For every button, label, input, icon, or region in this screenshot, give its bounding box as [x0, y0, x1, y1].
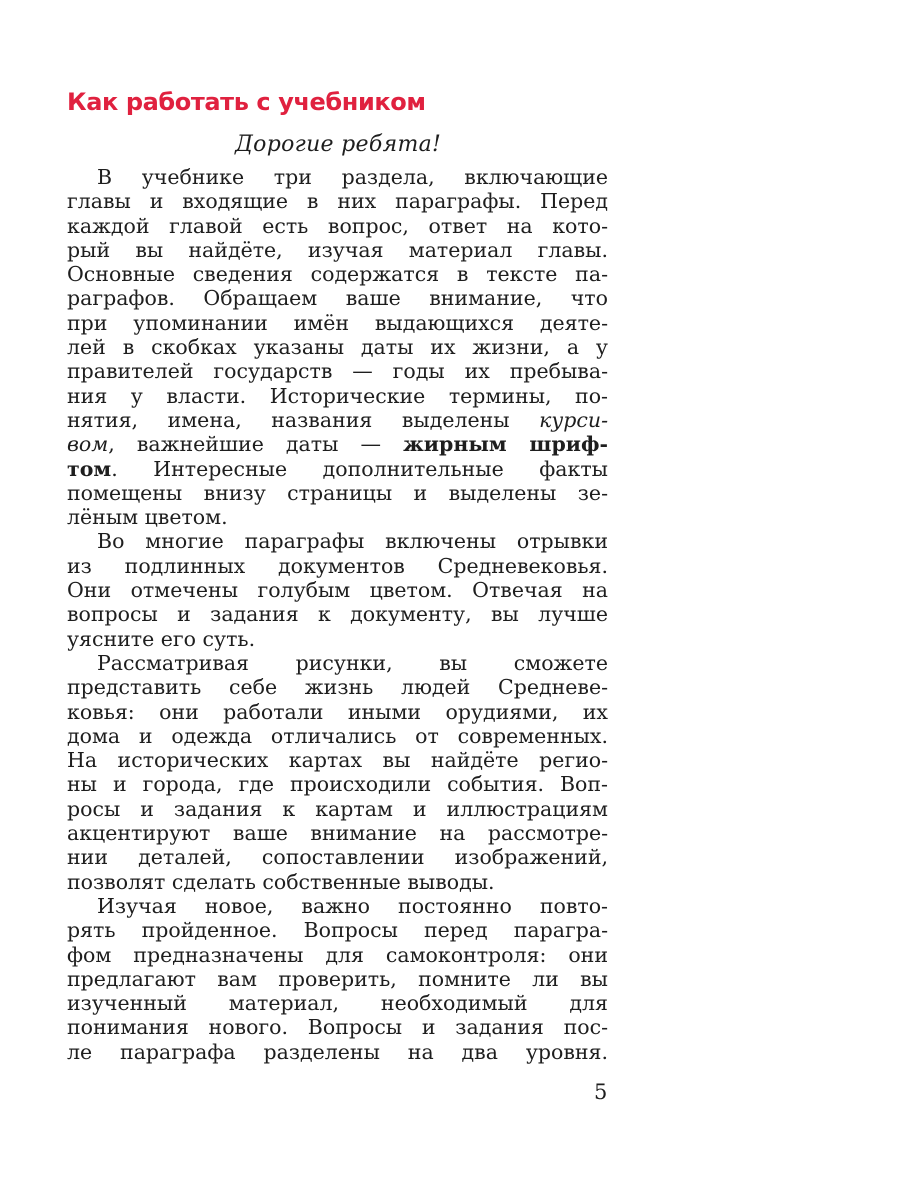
text-line	[67, 359, 608, 383]
paragraph	[67, 529, 608, 650]
text-run: лей в скобках указаны даты их жизни, а у	[67, 335, 608, 360]
text-line	[67, 845, 608, 869]
text-line	[67, 1040, 608, 1064]
text-run: ны и города, где происходили события. Воп-	[67, 772, 608, 797]
text-run: ле параграфа разделены на два уровня.	[67, 1039, 608, 1064]
text-line	[67, 432, 608, 456]
text-run: Основные сведения содержатся в тексте па-	[67, 262, 608, 287]
text-run: правителей государств — годы их пребыва-	[67, 359, 608, 384]
text-run: лёным цветом.	[67, 505, 228, 530]
text-line	[67, 991, 608, 1015]
text-line	[67, 457, 608, 481]
text-run: позволят сделать собственные выводы.	[67, 869, 495, 894]
text-run: главы и входящие в них параграфы. Перед	[67, 189, 608, 214]
text-line	[67, 286, 608, 310]
text-run: каждой главой есть вопрос, ответ на кото-	[67, 213, 608, 238]
text-run: рый вы найдёте, изучая материал главы.	[67, 237, 608, 262]
paragraph	[67, 894, 608, 1064]
paragraph	[67, 651, 608, 894]
text-run: . Интересные дополнительные факты	[111, 456, 608, 481]
text-run: На исторических картах вы найдёте регио-	[67, 748, 608, 773]
text-run: предлагают вам проверить, помните ли вы	[67, 966, 608, 991]
text-line	[67, 894, 608, 918]
text-line	[67, 578, 608, 602]
text-line	[67, 214, 608, 238]
text-run: рять пройденное. Вопросы перед парагра-	[67, 918, 608, 943]
text-run: дома и одежда отличались от современных.	[67, 723, 608, 748]
italic-text: курси-	[539, 407, 608, 432]
page-number: 5	[594, 1080, 608, 1104]
text-run: , важнейшие даты —	[108, 432, 404, 457]
body-text	[67, 165, 608, 1064]
text-run: из подлинных документов Средневековья.	[67, 553, 608, 578]
text-line	[67, 335, 608, 359]
text-line	[67, 943, 608, 967]
text-line	[67, 408, 608, 432]
text-run: Во многие параграфы включены отрывки	[97, 529, 608, 554]
text-line	[67, 651, 608, 675]
text-line	[67, 870, 608, 894]
text-line	[67, 724, 608, 748]
text-run: Рассматривая рисунки, вы сможете	[97, 650, 608, 675]
bold-text: жирным шриф-	[403, 432, 608, 457]
text-line	[67, 627, 608, 651]
text-line	[67, 918, 608, 942]
text-line	[67, 554, 608, 578]
text-run: Изучая новое, важно постоянно повто-	[97, 893, 608, 918]
text-run: понимания нового. Вопросы и задания пос-	[67, 1015, 608, 1040]
text-line	[67, 1015, 608, 1039]
text-line	[67, 821, 608, 845]
text-line	[67, 675, 608, 699]
text-line	[67, 748, 608, 772]
text-run: В учебнике три раздела, включающие	[97, 165, 608, 189]
text-run: росы и задания к картам и иллюстрациям	[67, 796, 608, 821]
text-run: при упоминании имён выдающихся деяте-	[67, 310, 608, 335]
text-line	[67, 505, 608, 529]
text-run: фом предназначены для самоконтроля: они	[67, 942, 608, 967]
text-run: акцентируют ваше внимание на рассмотре-	[67, 821, 608, 846]
italic-text: вом	[67, 432, 109, 457]
page-title: Как работать с учебником	[67, 88, 426, 116]
text-run: раграфов. Обращаем ваше внимание, что	[67, 286, 608, 311]
text-line	[67, 529, 608, 553]
text-line	[67, 238, 608, 262]
text-run: помещены внизу страницы и выделены зе-	[67, 480, 608, 505]
text-run: ния у власти. Исторические термины, по-	[67, 383, 608, 408]
text-run: ковья: они работали иными орудиями, их	[67, 699, 608, 724]
text-line	[67, 262, 608, 286]
text-line	[67, 481, 608, 505]
text-run: нятия, имена, названия выделены	[67, 407, 540, 432]
text-line	[67, 165, 608, 189]
text-run: уясните его суть.	[67, 626, 256, 651]
text-line	[67, 384, 608, 408]
text-line	[67, 797, 608, 821]
text-run: вопросы и задания к документу, вы лучше	[67, 602, 608, 627]
text-run: изученный материал, необходимый для	[67, 991, 608, 1016]
text-run: Они отмечены голубым цветом. Отвечая на	[67, 578, 608, 603]
text-line	[67, 189, 608, 213]
text-run: нии деталей, сопоставлении изображений,	[67, 845, 608, 870]
paragraph	[67, 165, 608, 529]
text-line	[67, 311, 608, 335]
text-line	[67, 602, 608, 626]
text-line	[67, 967, 608, 991]
greeting: Дорогие ребята!	[235, 132, 442, 157]
text-run: представить себе жизнь людей Средневе-	[67, 675, 608, 700]
text-line	[67, 700, 608, 724]
bold-text: том	[67, 456, 112, 481]
text-line	[67, 772, 608, 796]
